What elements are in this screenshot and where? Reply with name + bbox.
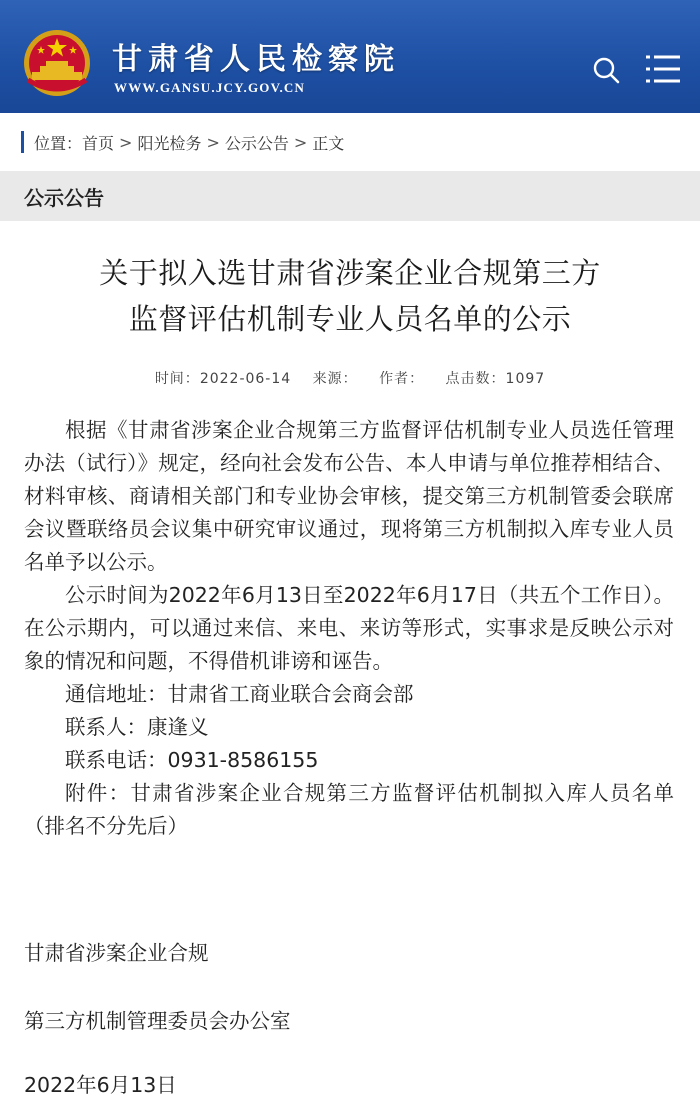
contact-address: 通信地址：甘肃省工商业联合会商会部 [65,682,414,706]
meta-clicks-label: 点击数： [445,371,506,387]
meta-clicks [446,371,546,387]
site-title[interactable]: 甘肃省人民检察院 [112,42,400,77]
meta-source-label: 来源： [312,371,358,387]
signature-org-line1: 甘肃省涉案企业合规 [24,941,209,965]
site-header [0,0,700,113]
section-title: 公示公告 [24,185,104,210]
contact-phone: 联系电话：0931-8586155 [65,748,319,772]
contact-person: 联系人：康逢义 [65,715,209,739]
hamburger-menu-icon[interactable] [644,54,682,84]
paragraph-basis: 根据《甘肃省涉案企业合规第三方监督评估机制专业人员选任管理办法（试行）》规定，经向社会发布公告、本人申请与单位推荐相结合、材料审核、商请相关部门和专业协会审核，提交第三方机制管委会联席会议暨联络员会议集中研究审议通过，现将第三方机制拟入库专业人员名单予以公示。 [24,418,674,574]
article-body [24,414,674,843]
meta-clicks-value: 1097 [505,371,546,387]
breadcrumb-sunshine[interactable]: 阳光检务 [137,133,202,153]
article-title [20,250,680,342]
paragraph-period: 公示时间为2022年6月13日至2022年6月17日（共五个工作日）。在公示期内，可以通过来信、来电、来访等形式，实事求是反映公示对象的情况和问题，不得借机诽谤和诬告。 [24,583,674,673]
site-url: WWW.GANSU.JCY.GOV.CN [114,80,306,95]
article-title-line1: 关于拟入选甘肃省涉案企业合规第三方 [99,256,601,290]
breadcrumb-separator: > [206,132,220,152]
breadcrumb-home[interactable]: 首页 [82,133,115,153]
national-emblem-icon [18,28,96,98]
meta-time-label: 时间： [154,371,200,387]
article-title-line2: 监督评估机制专业人员名单的公示 [128,302,572,336]
article-meta [0,368,700,388]
meta-time [155,371,291,387]
section-header [0,171,700,221]
search-icon[interactable] [590,54,622,86]
meta-author-label: 作者： [379,371,425,387]
signature-org-line2: 第三方机制管理委员会办公室 [24,1009,291,1033]
breadcrumb-prefix: 位置： [34,133,83,153]
meta-time-value: 2022-06-14 [199,371,292,387]
breadcrumb-current: 正文 [312,133,345,153]
signature-date: 2022年6月13日 [24,1073,177,1097]
breadcrumb-separator: > [293,132,308,152]
breadcrumb-notices[interactable]: 公示公告 [224,133,289,153]
breadcrumb [0,113,700,171]
attachment-note: 附件：甘肃省涉案企业合规第三方监督评估机制拟入库人员名单（排名不分先后） [24,781,674,838]
breadcrumb-accent-bar [21,131,24,153]
breadcrumb-separator: > [119,132,133,152]
